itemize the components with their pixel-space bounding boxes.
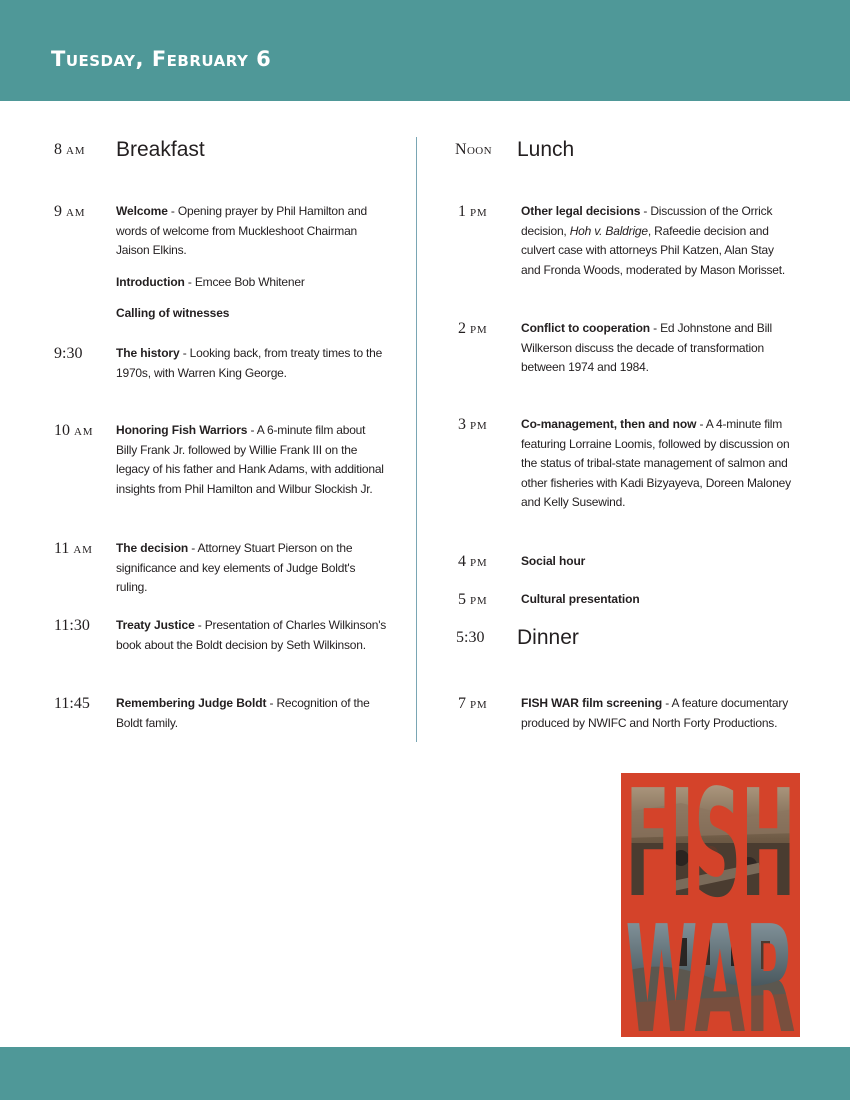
session-title: Welcome [116, 204, 168, 218]
session-title: Calling of witnesses [116, 306, 230, 321]
meal-label-breakfast: Breakfast [116, 138, 205, 161]
time-label: 1 PM [458, 203, 488, 220]
session-description: Welcome - Opening prayer by Phil Hamilton and words of welcome from Muckleshoot Chairman Jaison Elkins. Introduction - Emcee Bob Whitener Calling of witnesses [116, 204, 367, 321]
meal-label-lunch: Lunch [517, 138, 575, 161]
session-title: Honoring Fish Warriors [116, 423, 248, 437]
session-description: The decision - Attorney Stuart Pierson on the significance and key elements of Judge Boldt's ruling. [116, 541, 356, 595]
session-title: Cultural presentation [521, 592, 640, 606]
session-description: Remembering Judge Boldt - Recognition of the Boldt family. [116, 696, 370, 730]
time-label: 8 AM [54, 141, 86, 158]
page-title: Tuesday, February 6 [51, 47, 272, 71]
fish-war-poster [621, 773, 800, 1037]
time-label: 4 PM [458, 553, 488, 570]
session-description: Conflict to cooperation - Ed Johnstone and Bill Wilkerson discuss the decade of transformation between 1974 and 1984. [521, 321, 772, 375]
session-title: The decision [116, 541, 189, 555]
session-description: Other legal decisions - Discussion of the Orrick decision, Hoh v. Baldrige, Rafeedie decision and culvert case with attorneys Phil Katzen, Alan Stay and Fronda Woods, moderated by Mason Morisset. [521, 204, 786, 277]
time-label: 5 PM [458, 591, 488, 608]
session-title: Co-management, then and now [521, 417, 697, 431]
time-label: 10 AM [54, 422, 94, 439]
session-title: The history [116, 346, 180, 360]
poster-artwork [621, 773, 800, 1037]
session-description: Co-management, then and now - A 4-minute film featuring Lorraine Loomis, followed by discussion on the status of tribal-state management of salmon and other fisheries with Kadi Bizyayeva, Doreen Maloney and Kelly Susewind. [521, 417, 791, 510]
time-label: 9 AM [54, 203, 86, 220]
session-description: Treaty Justice - Presentation of Charles Wilkinson's book about the Boldt decision by Seth Wilkinson. [116, 618, 387, 652]
session-title: Treaty Justice [116, 618, 195, 632]
time-label: 3 PM [458, 416, 488, 433]
time-label: 2 PM [458, 320, 488, 337]
session-description: The history - Looking back, from treaty times to the 1970s, with Warren King George. [116, 346, 383, 380]
session-title: Other legal decisions [521, 204, 641, 218]
time-label: 11:45 [54, 695, 90, 712]
session-title: FISH WAR film screening [521, 696, 663, 710]
time-label: 7 PM [458, 695, 488, 712]
session-description: Honoring Fish Warriors - A 6-minute film about Billy Frank Jr. followed by Willie Frank III on the legacy of his father and Hank Adams, with additional insights from Phil Hamilton and Wilbur Slockish Jr. [116, 423, 384, 496]
footer-band [0, 1047, 850, 1100]
time-label: 5:30 [456, 629, 485, 646]
time-label: 9:30 [54, 345, 83, 362]
session-title: Conflict to cooperation [521, 321, 651, 335]
session-title: Introduction [116, 274, 185, 289]
time-label: Noon [455, 141, 492, 158]
time-label: 11 AM [54, 540, 93, 557]
column-divider [416, 137, 417, 742]
session-description [521, 590, 793, 610]
meal-label-dinner: Dinner [517, 626, 579, 649]
session-title: Social hour [521, 554, 586, 568]
session-description: FISH WAR film screening - A feature documentary produced by NWIFC and North Forty Productions. [521, 696, 789, 730]
session-title: Remembering Judge Boldt [116, 696, 267, 710]
session-description [521, 552, 793, 572]
time-label: 11:30 [54, 617, 90, 634]
